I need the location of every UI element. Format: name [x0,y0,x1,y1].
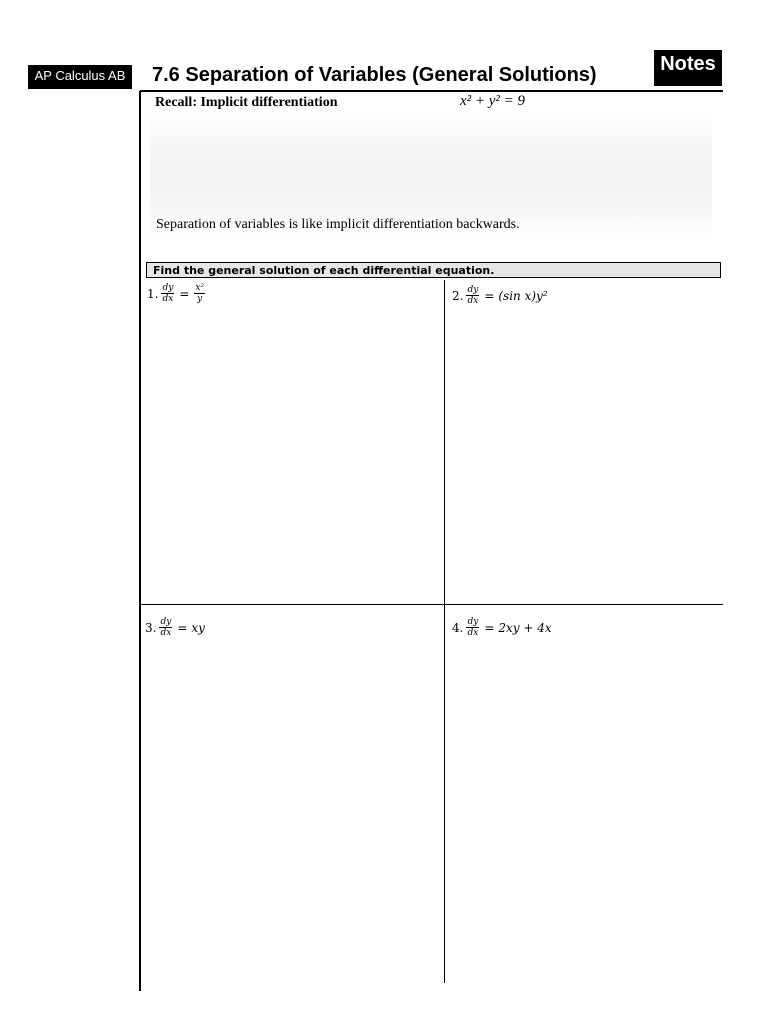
problem-number: 2. [452,288,464,303]
rhs-fraction [194,283,205,304]
problem-2 [452,285,548,306]
grid-horizontal-divider [141,604,723,605]
fraction-denominator: y [197,294,203,304]
derivative-fraction [159,617,172,638]
problem-3 [145,617,205,638]
equals-sign: = [484,620,495,635]
equals-sign: = [179,286,190,301]
page-title: 7.6 Separation of Variables (General Solutions) [152,64,597,86]
problem-4 [452,617,552,638]
equals-sign: = [177,620,188,635]
recall-label: Recall: Implicit differentiation [155,95,338,110]
problem-number: 3. [145,620,157,635]
course-label: AP Calculus AB [28,65,132,89]
equation-rhs: (sin x)y² [498,288,548,303]
equation-rhs: 2xy + 4x [498,620,552,635]
separation-note: Separation of variables is like implicit differentiation backwards. [156,217,520,232]
fraction-denominator: dx [467,628,479,638]
grid-vertical-divider [444,280,445,983]
fraction-numerator: dy [160,617,172,627]
left-margin-line [139,91,141,991]
problem-number: 1. [147,286,159,301]
fraction-denominator: dx [162,294,174,304]
equation-rhs: xy [191,620,205,635]
recall-equation: x² + y² = 9 [460,93,526,109]
instructions-bar: Find the general solution of each differential equation. [146,262,721,278]
fraction-numerator: dy [162,283,174,293]
title-underline [140,90,723,92]
fraction-numerator: dy [467,617,479,627]
equals-sign: = [484,288,495,303]
derivative-fraction [466,285,479,306]
derivative-fraction [161,283,174,304]
problem-number: 4. [452,620,464,635]
fraction-numerator: x² [195,283,205,293]
problem-1 [147,283,208,304]
fraction-denominator: dx [160,628,172,638]
notes-badge: Notes [654,50,722,86]
fraction-denominator: dx [467,296,479,306]
derivative-fraction [466,617,479,638]
fraction-numerator: dy [467,285,479,295]
